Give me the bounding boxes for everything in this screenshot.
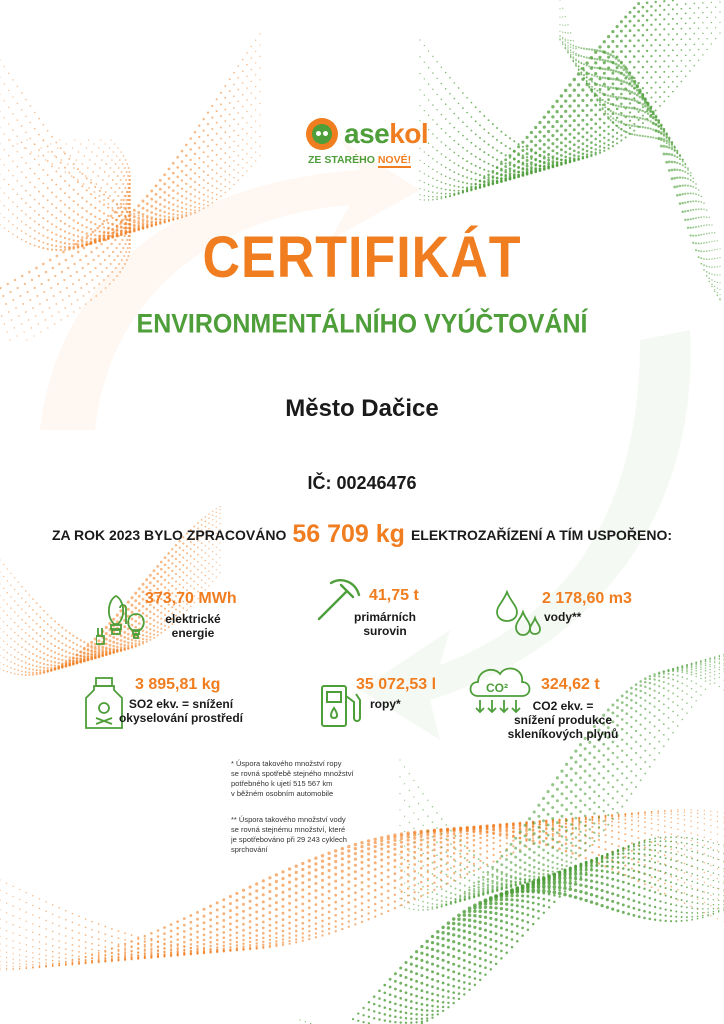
stat-value-oil: 35 072,53 l [356, 676, 437, 693]
lightbulbs-icon [96, 590, 152, 646]
summary-line: ZA ROK 2023 BYLO ZPRACOVÁNO 56 709 kg ELEKTROZAŘÍZENÍ A TÍM USPOŘENO: [51, 520, 673, 548]
certificate-subtitle: ENVIRONMENTÁLNÍHO VYÚČTOVÁNÍ [136, 308, 588, 340]
stat-value-co2: 324,62 t [541, 676, 600, 693]
stat-label-oil: ropy* [370, 697, 401, 711]
stat-value-electricity: 373,70 MWh [145, 590, 237, 607]
stat-label-co2: CO2 ekv. = snížení produkce skleníkových plynů [507, 699, 619, 741]
footnote-oil: * Úspora takového množství ropy se rovná spotřebě stejného množství potřebného k ujetí 515 567 km v běžném osobním automobile [231, 759, 354, 798]
brand-name: asekol [344, 118, 429, 149]
brand-tagline: ZE STARÉHO NOVÉ! [308, 154, 412, 166]
stat-value-so2: 3 895,81 kg [135, 676, 221, 693]
footnote-water: ** Úspora takového množství vody se rovná stejnému množství, které je spotřebováno při 29 243 cyklech sprchování [231, 815, 347, 854]
stat-label-electricity: elektrické energie [165, 612, 221, 640]
recipient-name: Město Dačice [285, 395, 439, 422]
stat-value-water: 2 178,60 m3 [542, 590, 632, 607]
certificate-title: CERTIFIKÁT [202, 225, 522, 291]
asekol-logo [300, 112, 430, 172]
company-id: IČ: 00246476 [307, 473, 417, 493]
stat-label-raw-materials: primárních surovin [353, 610, 416, 638]
asekol-logo-mark [306, 118, 338, 150]
stat-value-raw-materials: 41,75 t [369, 587, 419, 604]
stat-label-so2: SO2 ekv. = snížení okyselování prostředí [118, 697, 244, 725]
water-drops-icon [493, 588, 543, 642]
stat-label-water: vody** [544, 610, 582, 624]
summary-amount: 56 709 kg [292, 520, 405, 548]
